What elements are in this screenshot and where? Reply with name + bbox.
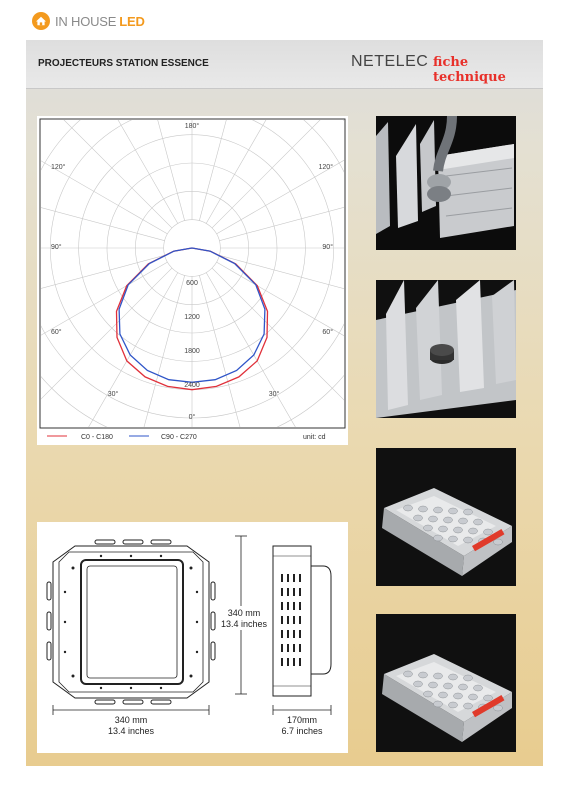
polar-chart [37,116,348,445]
vent-slot [293,644,295,652]
house-logo-icon [32,12,50,30]
led-lens [494,705,503,711]
led-lens [474,519,483,525]
vent-slot [287,616,289,624]
vent-slot [293,658,295,666]
vent-slot [287,644,289,652]
led-module-image [376,448,516,586]
vent-slot [293,616,295,624]
brand-name: NETELEC [351,53,429,70]
photo-led-module-2 [376,614,516,752]
led-lens [484,695,493,701]
heatsink-cable-image [376,116,516,250]
led-lens [469,694,478,700]
led-lens [454,527,463,533]
vent-slot [281,658,283,666]
dimension-drawing [37,522,348,753]
led-module-image [376,614,516,752]
led-lens [484,529,493,535]
photo-heatsink-cable [376,116,516,250]
vent-slot [299,602,301,610]
led-lens [459,518,468,524]
led-lens [449,674,458,680]
led-lens [404,505,413,511]
led-lens [454,693,463,699]
vent-slot [299,644,301,652]
led-lens [449,508,458,514]
legend-label-c0: C0 - C180 [81,434,113,441]
height-in-label: 13.4 inches [220,619,268,629]
radial-tick-label: 1800 [184,348,200,355]
angle-label: 30° [268,391,280,398]
led-lens [444,683,453,689]
led-lens [434,507,443,513]
vent-slot [299,574,301,582]
angle-label: 90° [51,244,62,251]
led-lens [424,525,433,531]
angle-label: 90° [322,244,333,251]
led-lens [419,672,428,678]
radial-tick-label: 1200 [184,314,200,321]
legend-label-c90: C90 - C270 [161,434,197,441]
angle-label: 0° [188,414,196,421]
dimension-drawing-svg [37,522,348,753]
vent-slot [293,574,295,582]
depth-mm-label: 170mm [286,715,318,725]
led-lens [464,703,473,709]
led-lens [439,526,448,532]
led-lens [494,539,503,545]
led-lens [419,506,428,512]
angle-label: 60° [322,329,333,336]
vent-slot [281,630,283,638]
page-title: PROJECTEURS STATION ESSENCE [38,58,209,69]
vent-slot [299,658,301,666]
led-lens [464,509,473,515]
angle-label: 30° [107,391,119,398]
vent-slot [287,630,289,638]
led-lens [459,684,468,690]
photo-led-module [376,448,516,586]
vent-slot [281,644,283,652]
vent-slot [299,588,301,596]
heatsink-connector-image [376,280,516,418]
led-lens [414,515,423,521]
vent-slot [293,588,295,596]
angle-label: 120° [318,164,333,171]
led-lens [434,535,443,541]
photo-heatsink-connector [376,280,516,418]
radial-tick-label: 2400 [184,382,200,389]
angle-label: 120° [51,164,66,171]
led-lens [434,673,443,679]
vent-slot [293,630,295,638]
vent-slot [287,658,289,666]
led-lens [449,702,458,708]
vent-slot [287,602,289,610]
vent-slot [281,616,283,624]
vent-slot [287,588,289,596]
width-in-label: 13.4 inches [107,726,155,736]
led-lens [434,701,443,707]
angle-label: 60° [51,329,62,336]
header-bar [26,40,543,89]
led-lens [464,537,473,543]
polar-diagram [37,116,348,445]
depth-in-label: 6.7 inches [281,726,323,736]
unit-label: unit: cd [303,434,326,441]
side-vent-slots [281,574,301,666]
vent-slot [281,602,283,610]
led-lens [469,528,478,534]
width-mm-label: 340 mm [114,715,148,725]
vent-slot [281,588,283,596]
height-mm-label: 340 mm [227,608,261,618]
led-lens [414,681,423,687]
radial-tick-label: 600 [186,280,198,287]
logo-text: IN HOUSE LED [55,13,145,29]
vent-slot [287,574,289,582]
led-lens [439,692,448,698]
vent-slot [281,574,283,582]
led-lens [429,516,438,522]
led-lens [474,685,483,691]
angle-label: 180° [184,123,200,130]
led-lens [429,682,438,688]
led-lens [404,671,413,677]
vent-slot [299,630,301,638]
led-lens [444,517,453,523]
led-lens [449,536,458,542]
logo[interactable] [32,10,145,32]
led-lens [424,691,433,697]
document-tag: fiche technique [433,55,506,85]
vent-slot [299,616,301,624]
vent-slot [293,602,295,610]
logo-accent: LED [119,13,145,29]
led-lens [464,675,473,681]
